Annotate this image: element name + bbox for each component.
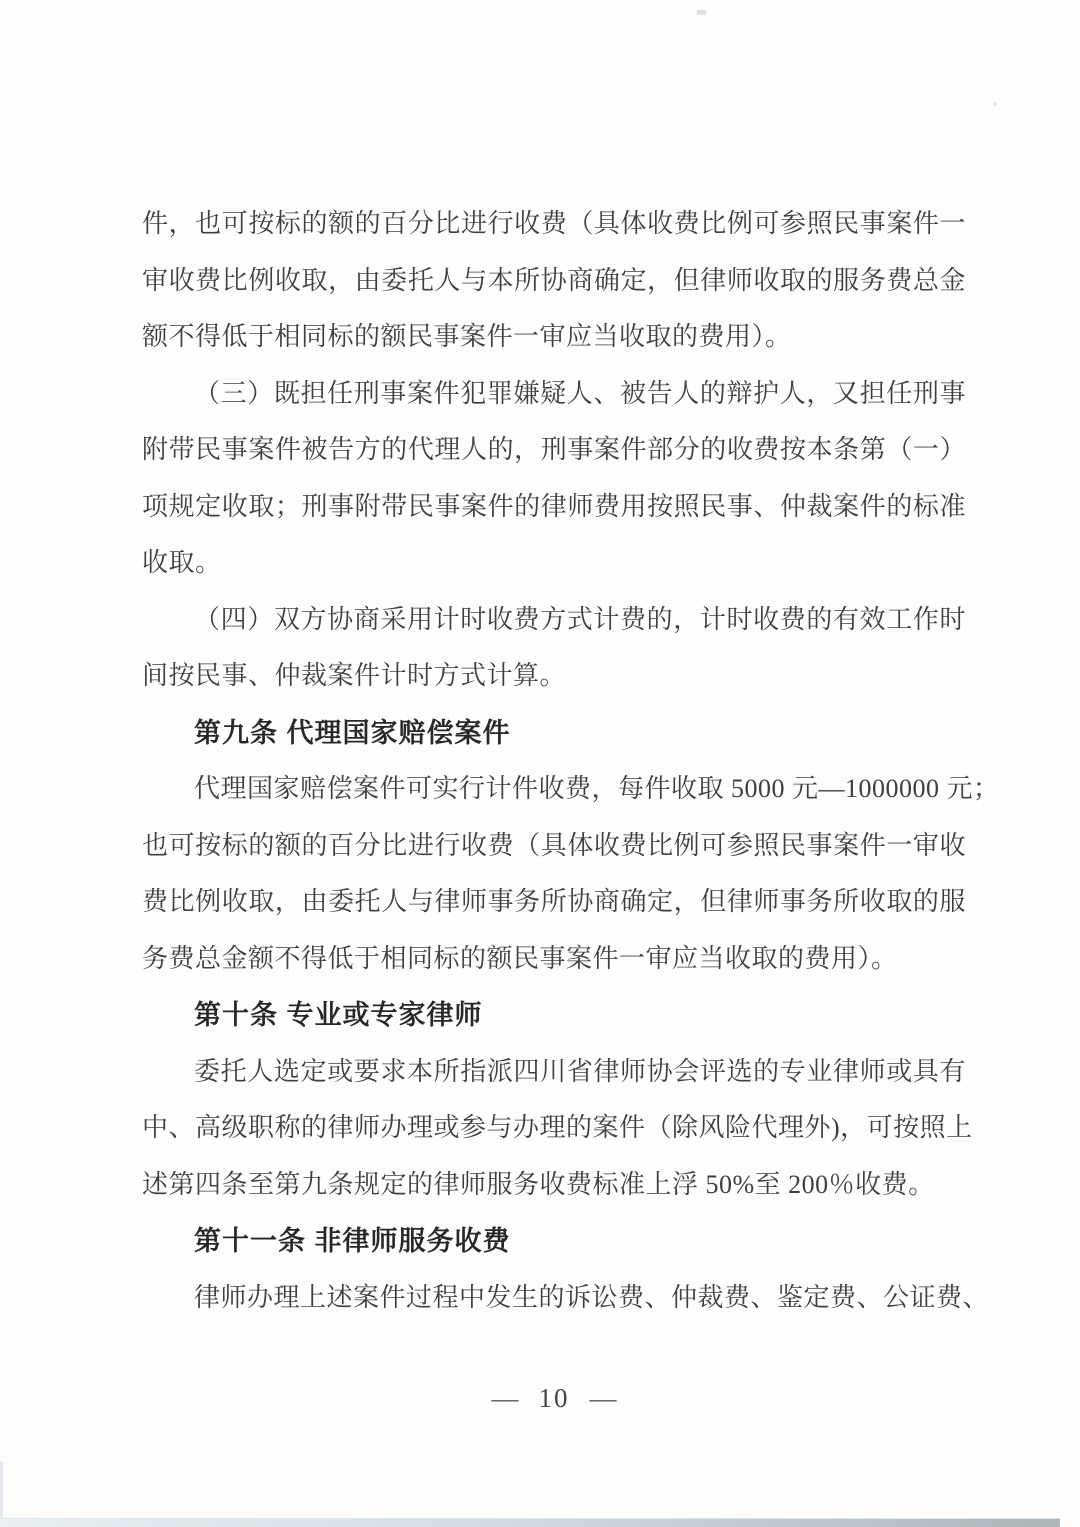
text-line: 代理国家赔偿案件可实行计件收费，每件收取 5000 元—1000000 元； xyxy=(194,774,1000,803)
text-line: 律师办理上述案件过程中发生的诉讼费、仲裁费、鉴定费、公证费、 xyxy=(194,1282,990,1312)
text-line: 件，也可按标的额的百分比进行收费（具体收费比例可参照民事案件一 xyxy=(142,209,966,238)
scan-edge-bottom-artifact xyxy=(0,1518,1060,1527)
text-line: 述第四条至第九条规定的律师服务收费标准上浮 50%至 200％收费。 xyxy=(142,1169,935,1199)
paragraph-article-10 xyxy=(142,1044,973,1214)
paragraph-article-9 xyxy=(142,761,1000,987)
text-line: 项规定收取；刑事附带民事案件的律师费用按照民事、仲裁案件的标准 xyxy=(142,491,966,521)
text-line: （四）双方协商采用计时收费方式计费的，计时收费的有效工作时 xyxy=(194,604,966,634)
text-line: 附带民事案件被告方的代理人的，刑事案件部分的收费按本条第（一） xyxy=(142,435,966,464)
text-line: 审收费比例收取，由委托人与本所协商确定，但律师收取的服务费总金 xyxy=(142,265,966,295)
scan-edge-left-artifact xyxy=(0,1461,3,1519)
footer-dash-left: — xyxy=(491,1383,519,1413)
text-line: 收取。 xyxy=(142,548,222,577)
footer-dash-right: — xyxy=(589,1383,617,1413)
text-line: 额不得低于相同标的额民事案件一审应当收取的费用）。 xyxy=(142,322,792,351)
document-body xyxy=(142,196,1000,1326)
paragraph-item-4 xyxy=(142,592,966,705)
text-line: 委托人选定或要求本所指派四川省律师协会评选的专业律师或具有 xyxy=(194,1056,966,1086)
text-line: 也可按标的额的百分比进行收费（具体收费比例可参照民事案件一审收 xyxy=(142,830,966,860)
text-line: （三）既担任刑事案件犯罪嫌疑人、被告人的辩护人，又担任刑事 xyxy=(194,378,966,408)
text-line: 务费总金额不得低于相同标的额民事案件一审应当收取的费用）。 xyxy=(142,943,898,973)
text-line: 间按民事、仲裁案件计时方式计算。 xyxy=(142,661,567,690)
heading-article-11: 第十一条 非律师服务收费 xyxy=(194,1226,511,1256)
paragraph-article-11 xyxy=(142,1270,990,1327)
heading-article-10: 第十条 专业或专家律师 xyxy=(194,1000,483,1030)
text-line: 中、高级职称的律师办理或参与办理的案件（除风险代理外)，可按照上 xyxy=(142,1113,973,1142)
scan-noise-speck xyxy=(697,10,706,15)
heading-article-9: 第九条 代理国家赔偿案件 xyxy=(194,717,511,748)
scan-noise-speck xyxy=(993,102,997,106)
text-line: 费比例收取，由委托人与律师事务所协商确定，但律师事务所收取的服 xyxy=(142,887,966,916)
paragraph-item-3 xyxy=(142,366,966,592)
page-footer xyxy=(142,1383,966,1414)
page-number: 10 xyxy=(538,1383,570,1413)
paragraph-continuation xyxy=(142,196,966,366)
